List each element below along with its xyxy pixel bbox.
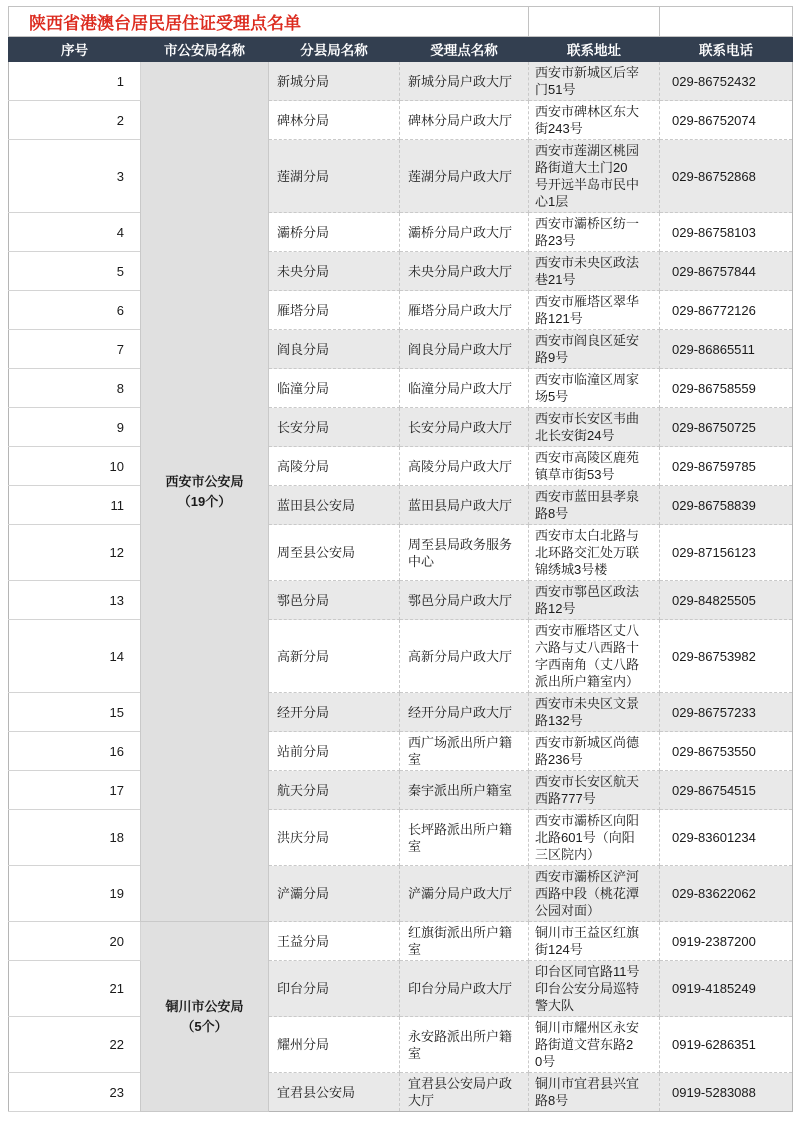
table-row	[9, 866, 793, 922]
table-row	[9, 252, 793, 291]
row-number-cell: 22	[9, 1017, 141, 1073]
branch-bureau-cell: 耀州分局	[269, 1017, 400, 1073]
page-title: 陕西省港澳台居民居住证受理点名单	[9, 7, 529, 37]
contact-phone-cell: 029-86752432	[660, 62, 793, 101]
contact-address-cell: 印台区同官路11号印台公安分局巡特警大队	[529, 961, 660, 1017]
branch-bureau-cell: 经开分局	[269, 693, 400, 732]
contact-phone-cell: 029-86758559	[660, 369, 793, 408]
contact-phone-cell: 029-86753982	[660, 620, 793, 693]
contact-address-cell: 西安市新城区尚德路236号	[529, 732, 660, 771]
contact-phone-cell: 029-86757844	[660, 252, 793, 291]
acceptance-point-cell: 经开分局户政大厅	[400, 693, 529, 732]
branch-bureau-cell: 碑林分局	[269, 101, 400, 140]
contact-phone-cell: 029-86757233	[660, 693, 793, 732]
bureau-group-cell	[141, 62, 269, 922]
acceptance-points-table	[8, 6, 793, 1112]
contact-address-cell: 西安市灞桥区向阳北路601号（向阳三区院内）	[529, 810, 660, 866]
branch-bureau-cell: 灞桥分局	[269, 213, 400, 252]
contact-phone-cell: 029-86754515	[660, 771, 793, 810]
row-number-cell: 21	[9, 961, 141, 1017]
acceptance-point-cell: 长安分局户政大厅	[400, 408, 529, 447]
contact-phone-cell: 029-83601234	[660, 810, 793, 866]
bureau-group-cell	[141, 922, 269, 1112]
branch-bureau-cell: 新城分局	[269, 62, 400, 101]
table-row	[9, 1073, 793, 1112]
acceptance-point-cell: 未央分局户政大厅	[400, 252, 529, 291]
branch-bureau-cell: 蓝田县公安局	[269, 486, 400, 525]
acceptance-point-cell: 碑林分局户政大厅	[400, 101, 529, 140]
acceptance-point-cell: 印台分局户政大厅	[400, 961, 529, 1017]
table-row	[9, 732, 793, 771]
acceptance-point-cell: 蓝田县局户政大厅	[400, 486, 529, 525]
acceptance-point-cell: 周至县局政务服务中心	[400, 525, 529, 581]
contact-address-cell: 西安市临潼区周家场5号	[529, 369, 660, 408]
row-number-cell: 12	[9, 525, 141, 581]
contact-address-cell: 西安市莲湖区桃园路街道大土门20号开远半岛市民中心1层	[529, 140, 660, 213]
contact-phone-cell: 029-87156123	[660, 525, 793, 581]
row-number-cell: 15	[9, 693, 141, 732]
table-row	[9, 525, 793, 581]
row-number-cell: 5	[9, 252, 141, 291]
row-number-cell: 18	[9, 810, 141, 866]
title-row	[9, 7, 793, 37]
contact-phone-cell: 029-84825505	[660, 581, 793, 620]
contact-address-cell: 西安市蓝田县孝泉路8号	[529, 486, 660, 525]
row-number-cell: 8	[9, 369, 141, 408]
contact-address-cell: 西安市太白北路与北环路交汇处万联锦绣城3号楼	[529, 525, 660, 581]
contact-phone-cell: 029-86772126	[660, 291, 793, 330]
table-row	[9, 771, 793, 810]
branch-bureau-cell: 浐灞分局	[269, 866, 400, 922]
row-number-cell: 20	[9, 922, 141, 961]
column-header-no: 序号	[9, 37, 141, 62]
row-number-cell: 2	[9, 101, 141, 140]
acceptance-point-cell: 宜君县公安局户政大厅	[400, 1073, 529, 1112]
contact-address-cell: 西安市长安区航天西路777号	[529, 771, 660, 810]
contact-phone-cell: 0919-5283088	[660, 1073, 793, 1112]
acceptance-point-cell: 临潼分局户政大厅	[400, 369, 529, 408]
table-row	[9, 369, 793, 408]
contact-phone-cell: 029-83622062	[660, 866, 793, 922]
table-row	[9, 486, 793, 525]
row-number-cell: 17	[9, 771, 141, 810]
contact-address-cell: 西安市灞桥区浐河西路中段（桃花潭公园对面）	[529, 866, 660, 922]
column-header-address: 联系地址	[529, 37, 660, 62]
contact-phone-cell: 029-86758839	[660, 486, 793, 525]
table-row	[9, 101, 793, 140]
column-header-phone: 联系电话	[660, 37, 793, 62]
table-row	[9, 620, 793, 693]
column-header-branch: 分县局名称	[269, 37, 400, 62]
table-row	[9, 62, 793, 101]
column-header-bureau: 市公安局名称	[141, 37, 269, 62]
row-number-cell: 3	[9, 140, 141, 213]
acceptance-point-cell: 高新分局户政大厅	[400, 620, 529, 693]
row-number-cell: 16	[9, 732, 141, 771]
column-header-point: 受理点名称	[400, 37, 529, 62]
row-number-cell: 10	[9, 447, 141, 486]
branch-bureau-cell: 航天分局	[269, 771, 400, 810]
table-row	[9, 291, 793, 330]
contact-phone-cell: 029-86752074	[660, 101, 793, 140]
contact-address-cell: 西安市雁塔区翠华路121号	[529, 291, 660, 330]
acceptance-point-cell: 长坪路派出所户籍室	[400, 810, 529, 866]
branch-bureau-cell: 印台分局	[269, 961, 400, 1017]
table-row	[9, 140, 793, 213]
contact-phone-cell: 029-86865511	[660, 330, 793, 369]
table-row	[9, 810, 793, 866]
bureau-name: 西安市公安局	[165, 473, 244, 489]
branch-bureau-cell: 临潼分局	[269, 369, 400, 408]
branch-bureau-cell: 雁塔分局	[269, 291, 400, 330]
table-row	[9, 922, 793, 961]
branch-bureau-cell: 洪庆分局	[269, 810, 400, 866]
row-number-cell: 6	[9, 291, 141, 330]
contact-address-cell: 铜川市耀州区永安路街道文营东路20号	[529, 1017, 660, 1073]
branch-bureau-cell: 高新分局	[269, 620, 400, 693]
row-number-cell: 23	[9, 1073, 141, 1112]
acceptance-point-cell: 高陵分局户政大厅	[400, 447, 529, 486]
acceptance-point-cell: 秦宇派出所户籍室	[400, 771, 529, 810]
contact-address-cell: 铜川市王益区红旗街124号	[529, 922, 660, 961]
contact-phone-cell: 0919-6286351	[660, 1017, 793, 1073]
acceptance-point-cell: 雁塔分局户政大厅	[400, 291, 529, 330]
row-number-cell: 11	[9, 486, 141, 525]
branch-bureau-cell: 周至县公安局	[269, 525, 400, 581]
contact-address-cell: 西安市鄠邑区政法路12号	[529, 581, 660, 620]
contact-address-cell: 西安市未央区政法巷21号	[529, 252, 660, 291]
contact-phone-cell: 0919-4185249	[660, 961, 793, 1017]
branch-bureau-cell: 长安分局	[269, 408, 400, 447]
contact-phone-cell: 029-86753550	[660, 732, 793, 771]
row-number-cell: 4	[9, 213, 141, 252]
table-row	[9, 330, 793, 369]
row-number-cell: 7	[9, 330, 141, 369]
branch-bureau-cell: 站前分局	[269, 732, 400, 771]
row-number-cell: 13	[9, 581, 141, 620]
table-row	[9, 693, 793, 732]
contact-address-cell: 西安市高陵区鹿苑镇草市街53号	[529, 447, 660, 486]
bureau-name: 铜川市公安局	[165, 998, 244, 1014]
contact-phone-cell: 029-86759785	[660, 447, 793, 486]
branch-bureau-cell: 鄠邑分局	[269, 581, 400, 620]
table-row	[9, 581, 793, 620]
table-row	[9, 1017, 793, 1073]
title-empty-cell-2	[660, 7, 793, 37]
branch-bureau-cell: 宜君县公安局	[269, 1073, 400, 1112]
acceptance-point-cell: 红旗街派出所户籍室	[400, 922, 529, 961]
contact-address-cell: 西安市未央区文景路132号	[529, 693, 660, 732]
bureau-count: （5个）	[181, 1018, 228, 1034]
branch-bureau-cell: 未央分局	[269, 252, 400, 291]
branch-bureau-cell: 王益分局	[269, 922, 400, 961]
table-row	[9, 213, 793, 252]
contact-address-cell: 西安市新城区后宰门51号	[529, 62, 660, 101]
contact-address-cell: 西安市阎良区延安路9号	[529, 330, 660, 369]
row-number-cell: 14	[9, 620, 141, 693]
acceptance-point-cell: 浐灞分局户政大厅	[400, 866, 529, 922]
table-row	[9, 447, 793, 486]
contact-phone-cell: 029-86758103	[660, 213, 793, 252]
acceptance-point-cell: 新城分局户政大厅	[400, 62, 529, 101]
acceptance-point-cell: 鄠邑分局户政大厅	[400, 581, 529, 620]
row-number-cell: 9	[9, 408, 141, 447]
table-row	[9, 408, 793, 447]
contact-phone-cell: 029-86752868	[660, 140, 793, 213]
header-row	[9, 37, 793, 62]
branch-bureau-cell: 莲湖分局	[269, 140, 400, 213]
acceptance-point-cell: 永安路派出所户籍室	[400, 1017, 529, 1073]
table-row	[9, 961, 793, 1017]
contact-address-cell: 西安市灞桥区纺一路23号	[529, 213, 660, 252]
contact-phone-cell: 0919-2387200	[660, 922, 793, 961]
acceptance-point-cell: 阎良分局户政大厅	[400, 330, 529, 369]
contact-address-cell: 西安市雁塔区丈八六路与丈八西路十字西南角（丈八路派出所户籍室内）	[529, 620, 660, 693]
contact-address-cell: 西安市碑林区东大街243号	[529, 101, 660, 140]
row-number-cell: 19	[9, 866, 141, 922]
contact-address-cell: 西安市长安区韦曲北长安街24号	[529, 408, 660, 447]
bureau-count: （19个）	[177, 493, 232, 509]
branch-bureau-cell: 阎良分局	[269, 330, 400, 369]
contact-phone-cell: 029-86750725	[660, 408, 793, 447]
acceptance-point-cell: 莲湖分局户政大厅	[400, 140, 529, 213]
branch-bureau-cell: 高陵分局	[269, 447, 400, 486]
contact-address-cell: 铜川市宜君县兴宜路8号	[529, 1073, 660, 1112]
acceptance-point-cell: 西广场派出所户籍室	[400, 732, 529, 771]
acceptance-point-cell: 灞桥分局户政大厅	[400, 213, 529, 252]
row-number-cell: 1	[9, 62, 141, 101]
title-empty-cell-1	[529, 7, 660, 37]
